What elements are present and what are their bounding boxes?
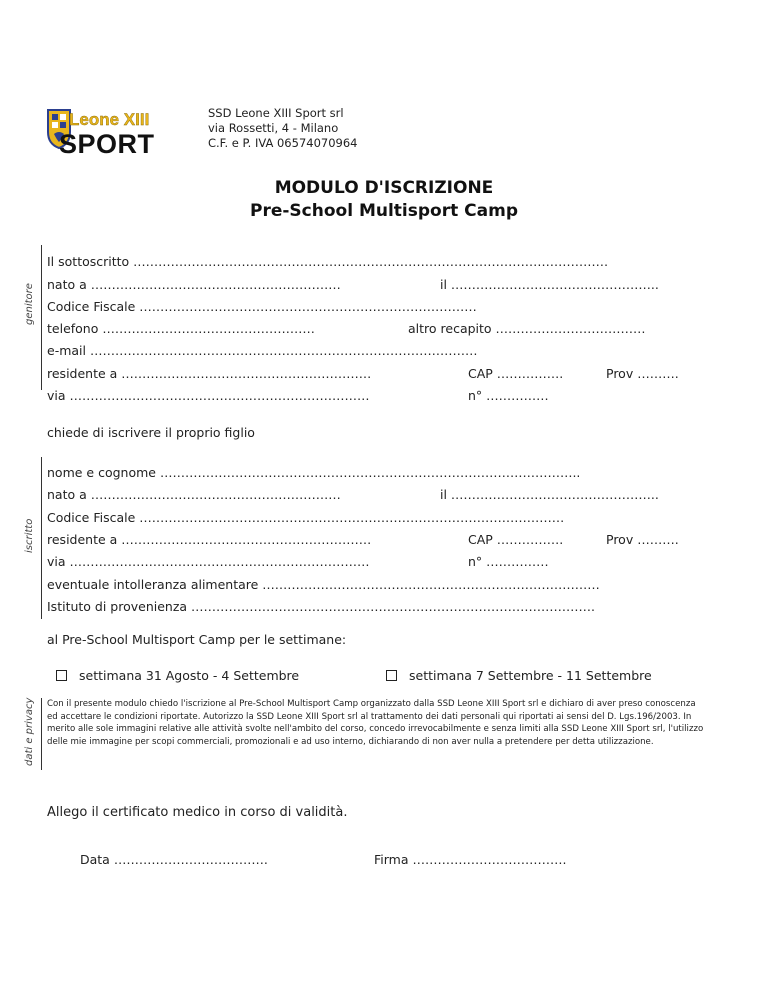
request-text: chiede di iscrivere il proprio figlio bbox=[47, 425, 255, 440]
child-cap-field[interactable]: CAP ……………. bbox=[468, 532, 564, 547]
child-prov-field[interactable]: Prov ………. bbox=[606, 532, 679, 547]
form-subtitle: Pre-School Multisport Camp bbox=[250, 201, 518, 221]
week-option-1[interactable] bbox=[56, 668, 299, 683]
lion-crest-icon bbox=[44, 106, 178, 156]
section-divider-genitore bbox=[41, 245, 42, 390]
week-option-2-label: settimana 7 Settembre - 11 Settembre bbox=[409, 668, 652, 683]
week-option-2[interactable] bbox=[386, 668, 652, 683]
parent-cap-field[interactable]: CAP ……………. bbox=[468, 366, 564, 381]
company-name: SSD Leone XIII Sport srl bbox=[208, 106, 344, 120]
parent-prov-field[interactable]: Prov ………. bbox=[606, 366, 679, 381]
checkbox-icon[interactable] bbox=[386, 670, 397, 681]
company-tax-ids: C.F. e P. IVA 06574070964 bbox=[208, 136, 358, 150]
medical-certificate-note: Allego il certificato medico in corso di validità. bbox=[47, 805, 348, 820]
parent-street-number-field[interactable]: n° …………… bbox=[468, 388, 549, 403]
parent-street-field[interactable]: via ……………………………………………………………… bbox=[47, 388, 370, 403]
parent-birthplace-field[interactable]: nato a …………………………………………………… bbox=[47, 277, 341, 292]
child-tax-code-field[interactable]: Codice Fiscale ………………………………………………………………………………………… bbox=[47, 510, 565, 525]
section-divider-privacy bbox=[41, 698, 42, 770]
signature-field[interactable]: Firma ………………………………. bbox=[374, 852, 567, 867]
svg-text:SPORT: SPORT bbox=[59, 129, 155, 156]
parent-alt-contact-field[interactable]: altro recapito ……………………………… bbox=[408, 321, 646, 336]
section-label-genitore: genitore bbox=[24, 283, 35, 325]
checkbox-icon[interactable] bbox=[56, 670, 67, 681]
section-divider-iscritto bbox=[41, 457, 42, 619]
parent-email-field[interactable]: e-mail ………………………………………………………………………………… bbox=[47, 343, 478, 358]
child-street-field[interactable]: via ……………………………………………………………… bbox=[47, 554, 370, 569]
weeks-intro: al Pre-School Multisport Camp per le settimane: bbox=[47, 632, 347, 647]
company-logo bbox=[44, 106, 178, 156]
section-label-iscritto: iscritto bbox=[24, 518, 35, 553]
section-label-privacy: dati e privacy bbox=[24, 697, 35, 766]
privacy-consent-text: Con il presente modulo chiedo l'iscrizione al Pre-School Multisport Camp organizzato dalla SSD Leone XIII Sport srl e dichiaro di aver preso conoscenza ed accettare le condizioni riportate. Autorizzo la SSD Leone XIII Sport srl al trattamento dei dati personali qui riportati ai sensi del D. Lgs.196/2003. In merito alle sole immagini relative alle attività svolte nell'ambito del corso, concedo irrevocabilmente e senza limiti alla SSD Leone XIII Sport srl, l'utilizzo delle mie immagine per scopi commerciali, promozionali e ad uso interno, dichiarando di non aver nulla a pretendere per detta utilizzazione. bbox=[47, 699, 704, 747]
child-name-field[interactable]: nome e cognome ……………………………………………………………………………………….. bbox=[47, 465, 581, 480]
week-option-1-label: settimana 31 Agosto - 4 Settembre bbox=[79, 668, 300, 683]
date-field[interactable]: Data ………………………………. bbox=[80, 852, 268, 867]
child-food-intolerance-field[interactable]: eventuale intolleranza alimentare ……………………………………………………………………… bbox=[47, 577, 600, 592]
svg-text:Leone XIII: Leone XIII bbox=[69, 110, 150, 129]
company-address: via Rossetti, 4 - Milano bbox=[208, 121, 339, 135]
child-street-number-field[interactable]: n° …………… bbox=[468, 554, 549, 569]
parent-tax-code-field[interactable]: Codice Fiscale ……………………………………………………………………… bbox=[47, 299, 477, 314]
child-birthplace-field[interactable]: nato a …………………………………………………… bbox=[47, 487, 341, 502]
parent-residence-field[interactable]: residente a …………………………………………………… bbox=[47, 366, 372, 381]
parent-sottoscritto-field[interactable]: Il sottoscritto …………………………………………………………………………………………………… bbox=[47, 254, 609, 269]
child-residence-field[interactable]: residente a …………………………………………………… bbox=[47, 532, 372, 547]
child-birthdate-field[interactable]: il ………………………………………….. bbox=[440, 487, 659, 502]
parent-phone-field[interactable]: telefono …………………………………………… bbox=[47, 321, 315, 336]
parent-birthdate-field[interactable]: il ………………………………………….. bbox=[440, 277, 659, 292]
child-school-field[interactable]: Istituto di provenienza ……………………………………………………………………………………. bbox=[47, 599, 596, 614]
form-title: MODULO D'ISCRIZIONE bbox=[274, 178, 494, 198]
company-info bbox=[208, 106, 357, 151]
